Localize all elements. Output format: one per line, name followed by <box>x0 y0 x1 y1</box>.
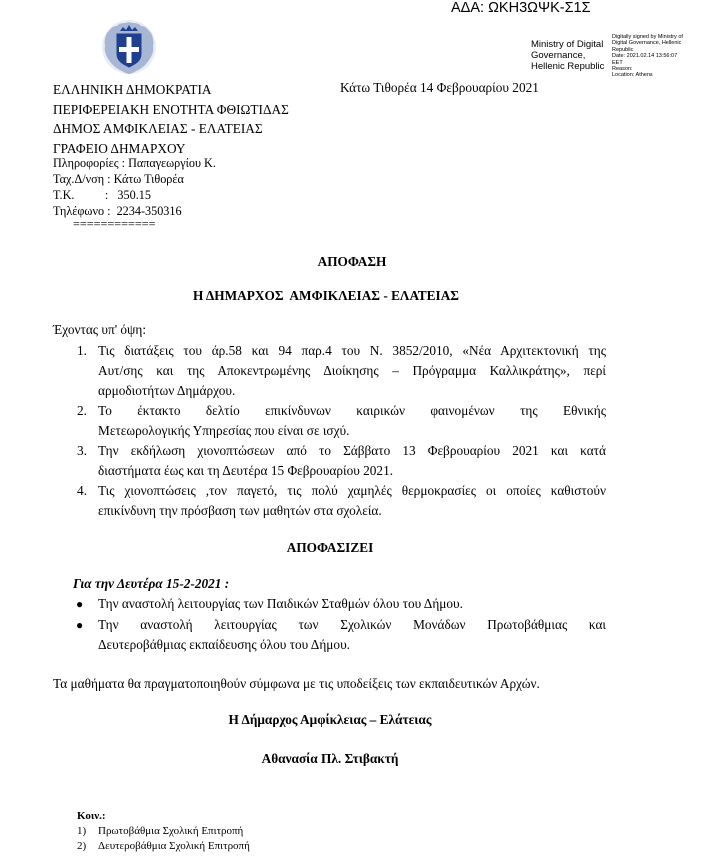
authority-line: ΓΡΑΦΕΙΟ ΔΗΜΑΡΧΟΥ <box>53 140 186 156</box>
decision-line: Την αναστολή λειτουργίας των Παιδικών Σταθμών όλου του Δήμου. <box>98 596 463 611</box>
consideration-number: 3. <box>77 443 87 458</box>
bullet-icon: ● <box>76 618 84 632</box>
consideration-line: Μετεωρολογικής Υπηρεσίας που είναι σε ισχύ. <box>98 423 350 438</box>
decision-line: Δευτεροβάθμιας εκπαίδευσης όλου του Δήμου. <box>98 637 350 652</box>
authority-line: ΠΕΡΙΦΕΡΕΙΑΚΗ ΕΝΟΤΗΤΑ ΦΘΙΩΤΙΔΑΣ <box>53 101 289 117</box>
signature-name <box>531 39 604 72</box>
bullet-icon: ● <box>76 597 84 611</box>
place-date: Κάτω Τιθορέα 14 Φεβρουαρίου 2021 <box>340 80 539 95</box>
signature-details <box>612 34 683 79</box>
signature-name-line: Governance, <box>531 50 586 61</box>
decision-line: Την αναστολή λειτουργίας των Σχολικών Μονάδων Πρωτοβάθμιας και <box>98 617 606 632</box>
consideration-line: Τις διατάξεις του άρ.58 και 94 παρ.4 του Ν. 3852/2010, «Νέα Αρχιτεκτονική της <box>98 343 606 358</box>
consideration-line: Τις χιονοπτώσεις ,τον παγετό, τις πολύ χαμηλές θερμοκρασίες οι οποίες καθιστούν <box>98 483 606 498</box>
signature-name-line: Ministry of Digital <box>531 39 604 50</box>
signature-detail-line: EET <box>612 59 623 66</box>
koin-item: Δευτεροβάθμια Σχολική Επιτροπή <box>98 840 250 852</box>
ada-code: ΑΔΑ: ΩΚΗ3ΩΨΚ-Σ1Σ <box>451 0 591 16</box>
koin-label: Κοιν.: <box>77 810 106 822</box>
signatory-title: Η Δήμαρχος Αμφίκλειας – Ελάτειας <box>228 712 432 727</box>
signatory-name: Αθανασία Πλ. Στιβακτή <box>261 751 399 766</box>
consideration-number: 2. <box>77 403 87 418</box>
consideration-number: 4. <box>77 483 87 498</box>
contact-line: Ταχ.Δ/νση : Κάτω Τιθορέα <box>53 172 184 186</box>
decision-date-label: Για την Δευτέρα 15-2-2021 : <box>73 576 230 591</box>
contact-info <box>53 155 216 219</box>
document-title: ΑΠΟΦΑΣΗ <box>317 254 387 269</box>
signature-detail-line: Reason: <box>612 66 633 73</box>
authority-line: ΕΛΛΗΝΙΚΗ ΔΗΜΟΚΡΑΤΙΑ <box>53 82 212 97</box>
consideration-line: αρμοδιοτήτων Δημάρχου. <box>98 383 236 398</box>
consideration-line: διαστήματα έως και τη Δευτέρα 15 Φεβρουαρίου 2021. <box>98 463 394 478</box>
contact-line: Τηλέφωνο : 2234-350316 <box>53 204 182 218</box>
consideration-number: 1. <box>77 343 87 358</box>
signature-detail-line: Digital Governance, Hellenic <box>612 40 682 47</box>
considering-label: Έχοντας υπ' όψη: <box>53 322 147 337</box>
authority-header <box>53 80 289 158</box>
signature-detail-line: Location: Athens <box>612 72 653 79</box>
header-separator: ============ <box>73 217 156 231</box>
document-subtitle: Η ΔΗΜΑΡΧΟΣ ΑΜΦΙΚΛΕΙΑΣ - ΕΛΑΤΕΙΑΣ <box>192 288 459 303</box>
coat-of-arms-emblem <box>100 18 158 76</box>
koin-number: 1) <box>77 825 87 837</box>
signature-detail-line: Republic <box>612 46 634 53</box>
consideration-line: Το έκτακτο δελτίο επικίνδυνων καιρικών φαινομένων της Εθνικής <box>98 403 606 418</box>
signature-detail-line: Digitally signed by Ministry of <box>612 34 683 40</box>
decides-title: ΑΠΟΦΑΣΙΖΕΙ <box>286 540 374 555</box>
signature-detail-line: Date: 2021.02.14 13:56:07 <box>612 53 678 60</box>
contact-line: Πληροφορίες : Παπαγεωργίου Κ. <box>53 156 216 170</box>
authority-line: ΔΗΜΟΣ ΑΜΦΙΚΛΕΙΑΣ - ΕΛΑΤΕΙΑΣ <box>53 121 263 136</box>
consideration-line: Αυτ/σης και της Αποκεντρωμένης Διοίκησης – Πρόγραμμα Καλλικράτης», περί <box>98 363 606 378</box>
signature-name-line: Hellenic Republic <box>531 61 605 72</box>
consideration-line: Την εκδήλωση χιονοπτώσεων από το Σάββατο 13 Φεβρουαρίου 2021 και κατά <box>98 443 606 458</box>
consideration-line: επικίνδυνη την πρόσβαση των μαθητών στα σχολεία. <box>98 503 382 518</box>
closing-note: Τα μαθήματα θα πραγματοποιηθούν σύμφωνα με τις υποδείξεις των εκπαιδευτικών Αρχών. <box>53 676 540 691</box>
contact-line: Τ.Κ. : 350.15 <box>53 188 151 202</box>
koin-item: Πρωτοβάθμια Σχολική Επιτροπή <box>98 825 244 837</box>
koin-number: 2) <box>77 840 87 852</box>
